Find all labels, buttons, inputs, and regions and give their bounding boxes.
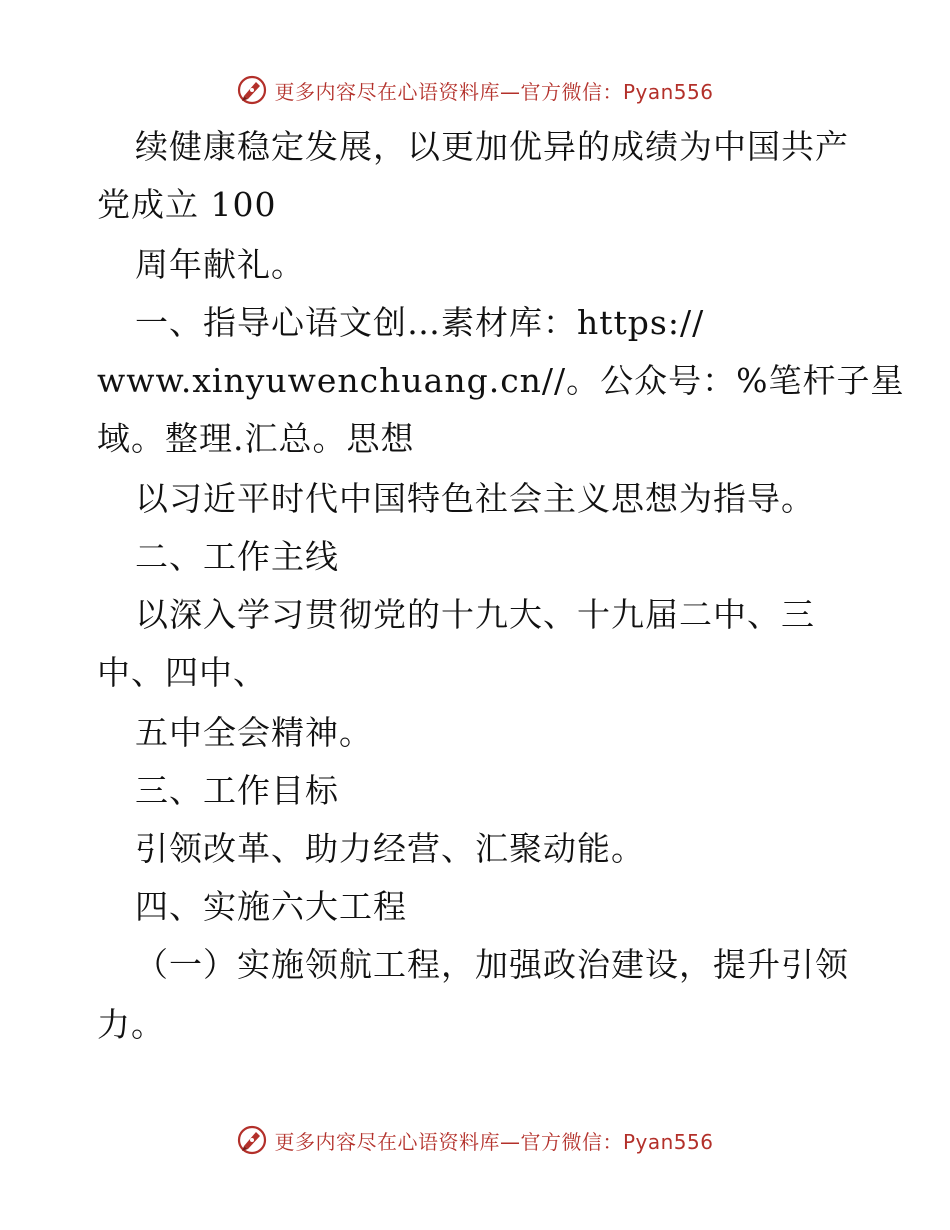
pen-logo-icon bbox=[236, 74, 268, 106]
paragraph-line: 力。 bbox=[97, 1005, 165, 1044]
paragraph-line: 引领改革、助力经营、汇聚动能。 bbox=[135, 829, 645, 868]
heading-line: 四、实施六大工程 bbox=[135, 887, 407, 926]
paragraph-line: 续健康稳定发展，以更加优异的成绩为中国共产 bbox=[135, 127, 849, 166]
heading-line: 一、指导心语文创…素材库：https:// bbox=[135, 303, 705, 342]
paragraph-line: 周年献礼。 bbox=[135, 245, 305, 284]
paragraph-line: 域。整理.汇总。思想 bbox=[97, 419, 415, 458]
footer-watermark bbox=[0, 1120, 950, 1160]
heading-line: 二、工作主线 bbox=[135, 537, 339, 576]
paragraph-line: 中、四中、 bbox=[97, 653, 267, 692]
paragraph-line: 以习近平时代中国特色社会主义思想为指导。 bbox=[135, 479, 815, 518]
subheading-line: （一）实施领航工程，加强政治建设，提升引领 bbox=[135, 945, 849, 984]
paragraph-line: 党成立 100 bbox=[97, 185, 277, 224]
paragraph-line: 以深入学习贯彻党的十九大、十九届二中、三 bbox=[135, 595, 815, 634]
watermark-text: 更多内容尽在心语资料库—官方微信：Pyan556 bbox=[274, 79, 714, 104]
header-watermark bbox=[0, 70, 950, 110]
paragraph-line: www.xinyuwenchuang.cn//。公众号：%笔杆子星 bbox=[97, 361, 905, 400]
paragraph-line: 五中全会精神。 bbox=[135, 713, 373, 752]
heading-line: 三、工作目标 bbox=[135, 771, 339, 810]
watermark-text: 更多内容尽在心语资料库—官方微信：Pyan556 bbox=[274, 1129, 714, 1154]
pen-logo-icon bbox=[236, 1124, 268, 1156]
